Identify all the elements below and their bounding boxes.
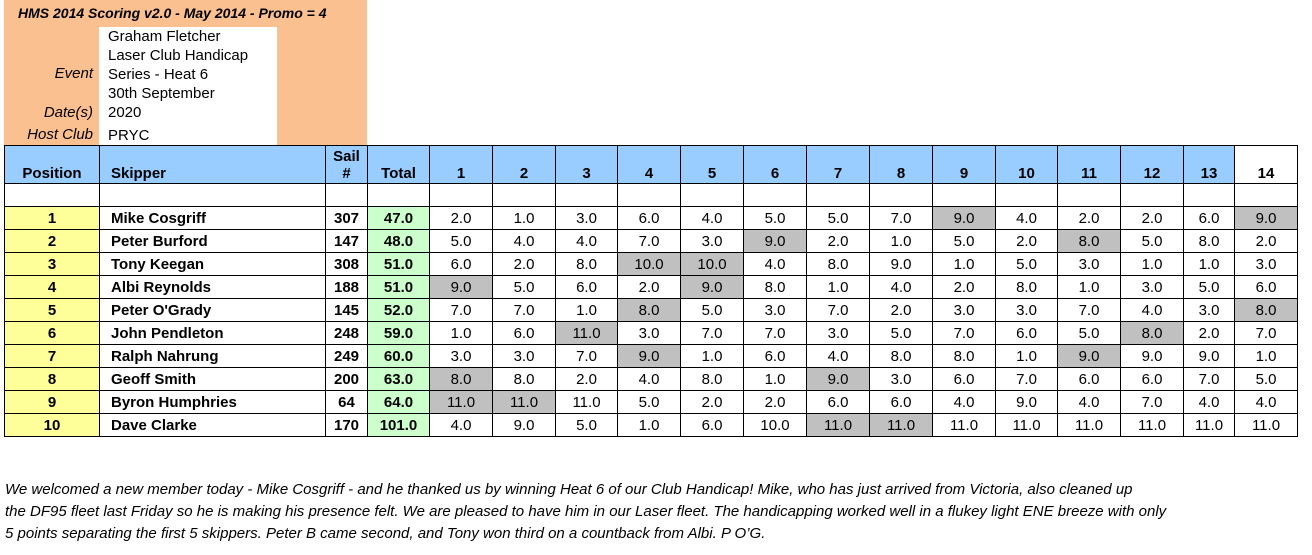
table-row	[5, 299, 1298, 322]
col-sail	[326, 146, 368, 184]
skipper-cell: Dave Clarke	[100, 414, 326, 437]
race-score-cell: 7.0	[1121, 391, 1184, 414]
host-club-label: Host Club	[27, 126, 93, 143]
race-score-cell: 4.0	[744, 253, 807, 276]
race-score-cell: 1.0	[807, 276, 870, 299]
race-score-cell: 3.0	[493, 345, 556, 368]
skipper-cell: Ralph Nahrung	[100, 345, 326, 368]
event-line: Laser Club Handicap	[108, 47, 249, 64]
race-score-cell: 9.0	[681, 276, 744, 299]
col-race: 13	[1184, 146, 1235, 184]
race-score-cell: 11.0	[1235, 414, 1298, 437]
race-score-cell: 3.0	[996, 299, 1058, 322]
sail-number-cell: 147	[326, 230, 368, 253]
race-score-cell: 1.0	[1058, 276, 1121, 299]
table-row	[5, 253, 1298, 276]
race-score-cell: 1.0	[1235, 345, 1298, 368]
race-score-cell: 3.0	[807, 322, 870, 345]
race-score-cell: 4.0	[1184, 391, 1235, 414]
skipper-cell: Peter O'Grady	[100, 299, 326, 322]
col-total: Total	[368, 146, 430, 184]
race-score-cell: 4.0	[807, 345, 870, 368]
sail-number-cell: 307	[326, 207, 368, 230]
race-score-cell: 4.0	[933, 391, 996, 414]
position-cell: 7	[5, 345, 100, 368]
race-score-cell: 5.0	[556, 414, 618, 437]
race-score-cell: 2.0	[430, 207, 493, 230]
race-score-cell: 6.0	[933, 368, 996, 391]
sail-number-cell: 249	[326, 345, 368, 368]
total-cell: 52.0	[368, 299, 430, 322]
race-score-cell: 2.0	[744, 391, 807, 414]
race-score-cell: 7.0	[1184, 368, 1235, 391]
col-race: 11	[1058, 146, 1121, 184]
position-cell: 9	[5, 391, 100, 414]
position-cell: 4	[5, 276, 100, 299]
header-filler	[277, 27, 367, 145]
blank-row	[5, 184, 1298, 207]
sail-number-cell: 248	[326, 322, 368, 345]
race-score-cell: 3.0	[430, 345, 493, 368]
results-table	[4, 145, 1298, 437]
position-cell: 10	[5, 414, 100, 437]
position-cell: 8	[5, 368, 100, 391]
race-score-cell: 1.0	[556, 299, 618, 322]
sail-number-cell: 64	[326, 391, 368, 414]
race-score-cell: 6.0	[1121, 368, 1184, 391]
sail-number-cell: 145	[326, 299, 368, 322]
race-score-cell: 10.0	[744, 414, 807, 437]
race-score-cell: 8.0	[807, 253, 870, 276]
race-score-cell: 6.0	[744, 345, 807, 368]
race-score-cell: 4.0	[430, 414, 493, 437]
skipper-cell: Tony Keegan	[100, 253, 326, 276]
race-score-cell: 2.0	[1184, 322, 1235, 345]
position-cell: 3	[5, 253, 100, 276]
race-score-cell: 1.0	[618, 414, 681, 437]
race-score-cell: 7.0	[493, 299, 556, 322]
race-score-cell: 1.0	[493, 207, 556, 230]
race-score-cell: 8.0	[681, 368, 744, 391]
col-race: 8	[870, 146, 933, 184]
col-sail-line1: Sail	[333, 148, 360, 165]
race-score-cell: 8.0	[493, 368, 556, 391]
col-race: 5	[681, 146, 744, 184]
col-race: 12	[1121, 146, 1184, 184]
race-score-cell: 11.0	[1121, 414, 1184, 437]
position-cell: 1	[5, 207, 100, 230]
race-score-cell: 5.0	[870, 322, 933, 345]
race-score-cell: 6.0	[1235, 276, 1298, 299]
race-score-cell: 9.0	[618, 345, 681, 368]
race-score-cell: 9.0	[1184, 345, 1235, 368]
race-score-cell: 5.0	[493, 276, 556, 299]
race-score-cell: 4.0	[1235, 391, 1298, 414]
race-score-cell: 1.0	[1121, 253, 1184, 276]
table-row	[5, 322, 1298, 345]
table-row	[5, 391, 1298, 414]
race-score-cell: 11.0	[1058, 414, 1121, 437]
race-score-cell: 9.0	[996, 391, 1058, 414]
race-score-cell: 2.0	[870, 299, 933, 322]
race-score-cell: 5.0	[618, 391, 681, 414]
race-score-cell: 11.0	[933, 414, 996, 437]
race-score-cell: 9.0	[807, 368, 870, 391]
race-score-cell: 5.0	[1184, 276, 1235, 299]
race-score-cell: 11.0	[430, 391, 493, 414]
skipper-cell: Geoff Smith	[100, 368, 326, 391]
race-score-cell: 1.0	[681, 345, 744, 368]
race-score-cell: 2.0	[681, 391, 744, 414]
sail-number-cell: 188	[326, 276, 368, 299]
race-score-cell: 3.0	[1184, 299, 1235, 322]
race-score-cell: 9.0	[1058, 345, 1121, 368]
total-cell: 51.0	[368, 276, 430, 299]
total-cell: 48.0	[368, 230, 430, 253]
position-cell: 2	[5, 230, 100, 253]
race-score-cell: 4.0	[1121, 299, 1184, 322]
race-score-cell: 2.0	[1121, 207, 1184, 230]
race-score-cell: 4.0	[996, 207, 1058, 230]
race-score-cell: 8.0	[430, 368, 493, 391]
race-score-cell: 6.0	[493, 322, 556, 345]
race-score-cell: 6.0	[430, 253, 493, 276]
col-race: 1	[430, 146, 493, 184]
col-race: 7	[807, 146, 870, 184]
race-score-cell: 8.0	[1184, 230, 1235, 253]
total-cell: 101.0	[368, 414, 430, 437]
race-score-cell: 2.0	[933, 276, 996, 299]
race-score-cell: 9.0	[430, 276, 493, 299]
race-score-cell: 9.0	[744, 230, 807, 253]
race-score-cell: 4.0	[681, 207, 744, 230]
race-score-cell: 3.0	[744, 299, 807, 322]
race-score-cell: 11.0	[556, 391, 618, 414]
total-cell: 47.0	[368, 207, 430, 230]
col-race: 9	[933, 146, 996, 184]
race-score-cell: 5.0	[1121, 230, 1184, 253]
race-score-cell: 9.0	[1121, 345, 1184, 368]
report-line: We welcomed a new member today - Mike Cosgriff - and he thanked us by winning Heat 6 of our Club Handicap! Mike, who has just arrived from Victoria, also cleaned up	[5, 481, 1133, 498]
race-score-cell: 9.0	[933, 207, 996, 230]
skipper-cell: Peter Burford	[100, 230, 326, 253]
race-score-cell: 3.0	[1058, 253, 1121, 276]
col-race: 10	[996, 146, 1058, 184]
race-score-cell: 5.0	[807, 207, 870, 230]
race-score-cell: 8.0	[618, 299, 681, 322]
race-score-cell: 11.0	[870, 414, 933, 437]
race-score-cell: 6.0	[681, 414, 744, 437]
race-score-cell: 8.0	[870, 345, 933, 368]
race-score-cell: 10.0	[681, 253, 744, 276]
event-value	[108, 27, 248, 122]
race-score-cell: 8.0	[1058, 230, 1121, 253]
col-race: 4	[618, 146, 681, 184]
race-score-cell: 7.0	[744, 322, 807, 345]
race-score-cell: 4.0	[493, 230, 556, 253]
position-cell: 6	[5, 322, 100, 345]
report-line: the DF95 fleet last Friday so he is making his presence felt. We are pleased to have him in our Laser fleet. The handicapping worked well in a flukey light ENE breeze with only	[5, 503, 1167, 520]
total-cell: 51.0	[368, 253, 430, 276]
race-score-cell: 6.0	[996, 322, 1058, 345]
total-cell: 64.0	[368, 391, 430, 414]
position-cell: 5	[5, 299, 100, 322]
col-position: Position	[5, 146, 100, 184]
col-race: 6	[744, 146, 807, 184]
race-score-cell: 5.0	[996, 253, 1058, 276]
col-race: 2	[493, 146, 556, 184]
race-score-cell: 11.0	[556, 322, 618, 345]
race-score-cell: 2.0	[618, 276, 681, 299]
event-line: Graham Fletcher	[108, 28, 221, 45]
race-score-cell: 8.0	[744, 276, 807, 299]
race-score-cell: 2.0	[493, 253, 556, 276]
total-cell: 60.0	[368, 345, 430, 368]
race-score-cell: 5.0	[430, 230, 493, 253]
col-race: 14	[1235, 146, 1298, 184]
sail-number-cell: 200	[326, 368, 368, 391]
race-score-cell: 3.0	[618, 322, 681, 345]
race-score-cell: 1.0	[744, 368, 807, 391]
table-row	[5, 276, 1298, 299]
table-row	[5, 414, 1298, 437]
race-score-cell: 6.0	[618, 207, 681, 230]
race-score-cell: 2.0	[807, 230, 870, 253]
race-score-cell: 2.0	[1235, 230, 1298, 253]
race-score-cell: 2.0	[996, 230, 1058, 253]
report-line: 5 points separating the first 5 skippers. Peter B came second, and Tony won third on a countback from Albi. P O’G.	[5, 525, 766, 542]
race-score-cell: 3.0	[681, 230, 744, 253]
race-score-cell: 7.0	[618, 230, 681, 253]
race-score-cell: 8.0	[1235, 299, 1298, 322]
race-score-cell: 8.0	[996, 276, 1058, 299]
race-score-cell: 5.0	[681, 299, 744, 322]
race-score-cell: 3.0	[556, 207, 618, 230]
race-score-cell: 1.0	[870, 230, 933, 253]
race-score-cell: 7.0	[933, 322, 996, 345]
race-score-cell: 1.0	[933, 253, 996, 276]
race-score-cell: 1.0	[430, 322, 493, 345]
race-score-cell: 5.0	[1235, 368, 1298, 391]
total-cell: 63.0	[368, 368, 430, 391]
skipper-cell: John Pendleton	[100, 322, 326, 345]
race-score-cell: 6.0	[807, 391, 870, 414]
race-score-cell: 2.0	[1058, 207, 1121, 230]
skipper-cell: Byron Humphries	[100, 391, 326, 414]
race-score-cell: 1.0	[996, 345, 1058, 368]
skipper-cell: Albi Reynolds	[100, 276, 326, 299]
col-sail-line2: #	[342, 165, 351, 182]
race-score-cell: 8.0	[933, 345, 996, 368]
race-score-cell: 11.0	[996, 414, 1058, 437]
race-score-cell: 11.0	[493, 391, 556, 414]
race-score-cell: 4.0	[870, 276, 933, 299]
race-score-cell: 7.0	[430, 299, 493, 322]
table-row	[5, 230, 1298, 253]
event-line: Series - Heat 6	[108, 66, 209, 83]
total-cell: 59.0	[368, 322, 430, 345]
date-line: 30th September	[108, 85, 215, 102]
header-row	[5, 146, 1298, 184]
race-score-cell: 1.0	[1184, 253, 1235, 276]
race-score-cell: 7.0	[996, 368, 1058, 391]
race-score-cell: 5.0	[744, 207, 807, 230]
race-score-cell: 11.0	[807, 414, 870, 437]
race-score-cell: 9.0	[493, 414, 556, 437]
race-score-cell: 7.0	[556, 345, 618, 368]
race-score-cell: 7.0	[870, 207, 933, 230]
sail-number-cell: 170	[326, 414, 368, 437]
race-score-cell: 7.0	[1235, 322, 1298, 345]
date-line: 2020	[108, 104, 142, 121]
header-values	[99, 27, 277, 145]
header-labels	[4, 27, 99, 145]
race-score-cell: 8.0	[556, 253, 618, 276]
race-score-cell: 4.0	[618, 368, 681, 391]
race-score-cell: 4.0	[1058, 391, 1121, 414]
race-score-cell: 9.0	[1235, 207, 1298, 230]
col-race: 3	[556, 146, 618, 184]
race-score-cell: 3.0	[870, 368, 933, 391]
race-score-cell: 6.0	[1058, 368, 1121, 391]
table-row	[5, 345, 1298, 368]
race-score-cell: 7.0	[681, 322, 744, 345]
race-score-cell: 6.0	[1184, 207, 1235, 230]
race-score-cell: 3.0	[1235, 253, 1298, 276]
race-score-cell: 5.0	[1058, 322, 1121, 345]
race-score-cell: 7.0	[807, 299, 870, 322]
sheet-title: HMS 2014 Scoring v2.0 - May 2014 - Promo = 4	[4, 0, 367, 27]
host-club-value: PRYC	[108, 127, 150, 144]
race-score-cell: 5.0	[933, 230, 996, 253]
event-label: Event	[54, 65, 93, 82]
race-score-cell: 8.0	[1121, 322, 1184, 345]
dates-label: Date(s)	[43, 104, 93, 121]
skipper-cell: Mike Cosgriff	[100, 207, 326, 230]
race-score-cell: 9.0	[870, 253, 933, 276]
race-score-cell: 11.0	[1184, 414, 1235, 437]
race-report	[5, 479, 1305, 545]
sail-number-cell: 308	[326, 253, 368, 276]
race-score-cell: 4.0	[556, 230, 618, 253]
race-score-cell: 7.0	[1058, 299, 1121, 322]
table-row	[5, 368, 1298, 391]
race-score-cell: 3.0	[1121, 276, 1184, 299]
race-score-cell: 10.0	[618, 253, 681, 276]
table-row	[5, 207, 1298, 230]
col-skipper: Skipper	[100, 146, 326, 184]
race-score-cell: 6.0	[870, 391, 933, 414]
race-score-cell: 3.0	[933, 299, 996, 322]
race-score-cell: 2.0	[556, 368, 618, 391]
race-score-cell: 6.0	[556, 276, 618, 299]
